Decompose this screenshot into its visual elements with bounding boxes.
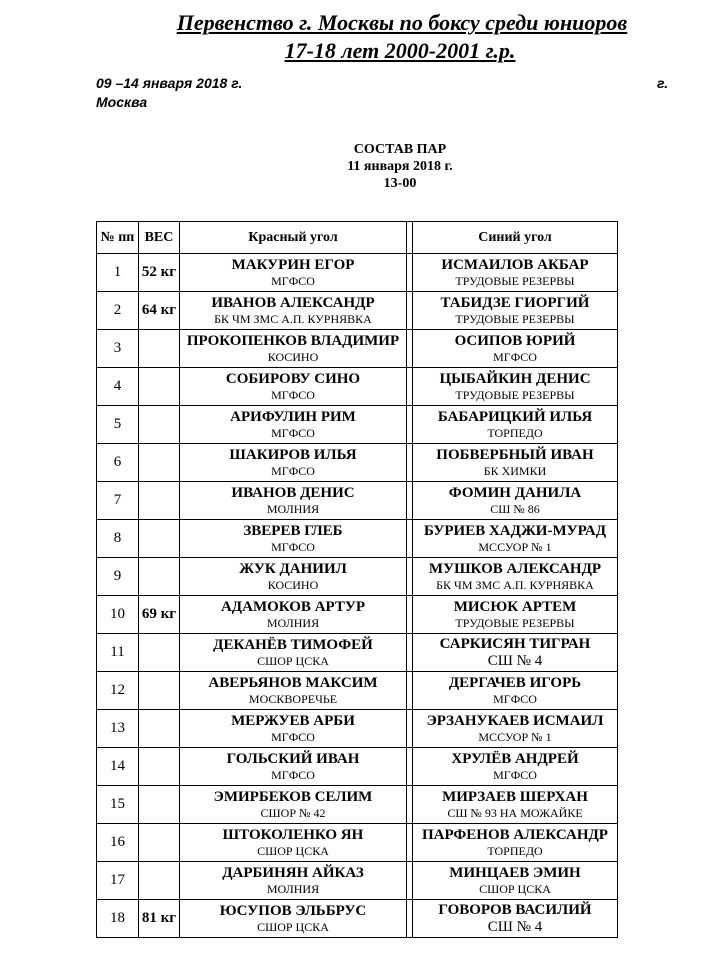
blue-boxer-club: СШ № 86 [490, 502, 540, 516]
pair-number: 2 [97, 292, 139, 330]
blue-corner-cell [413, 862, 618, 900]
table-row [97, 710, 618, 748]
pair-number: 1 [97, 254, 139, 292]
weight-class [139, 444, 180, 482]
pair-number: 11 [97, 634, 139, 672]
red-corner-cell [180, 520, 407, 558]
table-row [97, 672, 618, 710]
weight-class: 81 кг [139, 900, 180, 938]
event-dates: 09 –14 января 2018 г. [96, 75, 243, 91]
weight-class [139, 672, 180, 710]
weight-class [139, 330, 180, 368]
table-row [97, 596, 618, 634]
blue-boxer-club: ТОРПЕДО [487, 844, 543, 858]
table-row [97, 292, 618, 330]
red-corner-cell [180, 634, 407, 672]
red-corner-cell [180, 900, 407, 938]
blue-corner-cell [413, 596, 618, 634]
red-boxer-club: МОСКВОРЕЧЬЕ [248, 692, 338, 706]
weight-class [139, 634, 180, 672]
table-row [97, 558, 618, 596]
weight-class [139, 558, 180, 596]
weight-class: 69 кг [139, 596, 180, 634]
blue-corner-cell [413, 330, 618, 368]
red-boxer-club: МГФСО [271, 768, 315, 782]
blue-corner-cell [413, 520, 618, 558]
table-row [97, 824, 618, 862]
weight-class [139, 824, 180, 862]
red-corner-cell [180, 596, 407, 634]
red-corner-cell [180, 748, 407, 786]
pair-number: 5 [97, 406, 139, 444]
blue-corner-cell [413, 558, 618, 596]
blue-boxer-name: ПОБВЕРБНЫЙ ИВАН [436, 447, 594, 463]
red-boxer-name: ЗВЕРЕВ ГЛЕБ [243, 523, 343, 539]
table-row [97, 406, 618, 444]
blue-boxer-name: БУРИЕВ ХАДЖИ-МУРАД [423, 523, 607, 539]
blue-corner-cell [413, 900, 618, 938]
red-boxer-club: БК ЧМ ЗМС А.П. КУРНЯВКА [214, 312, 372, 326]
table-row [97, 634, 618, 672]
red-boxer-club: МГФСО [271, 540, 315, 554]
table-row [97, 482, 618, 520]
weight-class [139, 786, 180, 824]
section-title: СОСТАВ ПАР [353, 142, 447, 157]
blue-corner-cell [413, 672, 618, 710]
red-boxer-name: ДЕКАНЁВ ТИМОФЕЙ [213, 637, 373, 653]
blue-corner-cell [413, 482, 618, 520]
pair-number: 17 [97, 862, 139, 900]
red-boxer-name: СОБИРОВУ СИНО [225, 371, 361, 387]
blue-corner-cell [413, 824, 618, 862]
blue-boxer-club: ТРУДОВЫЕ РЕЗЕРВЫ [455, 274, 575, 288]
red-corner-cell [180, 330, 407, 368]
blue-corner-cell [413, 444, 618, 482]
red-corner-cell [180, 292, 407, 330]
red-boxer-club: МГФСО [271, 388, 315, 402]
red-boxer-club: МОЛНИЯ [266, 502, 320, 516]
red-boxer-name: ИВАНОВ ДЕНИС [231, 485, 355, 501]
blue-boxer-name: ГОВОРОВ ВАСИЛИЙ [438, 902, 592, 918]
pairs-table [96, 221, 618, 938]
red-boxer-club: СШОР № 42 [260, 806, 326, 820]
blue-boxer-club: МССУОР № 1 [478, 540, 552, 554]
blue-corner-cell [413, 292, 618, 330]
weight-class [139, 710, 180, 748]
blue-corner-cell [413, 406, 618, 444]
blue-boxer-name: ХРУЛЁВ АНДРЕЙ [451, 751, 579, 767]
red-boxer-name: МЕРЖУЕВ АРБИ [231, 713, 355, 729]
pair-number: 13 [97, 710, 139, 748]
blue-boxer-club: ТРУДОВЫЕ РЕЗЕРВЫ [455, 616, 575, 630]
document-title-line2: 17-18 лет 2000-2001 г.р. [284, 38, 516, 63]
red-boxer-name: ПРОКОПЕНКОВ ВЛАДИМИР [186, 333, 400, 349]
document-title-line1: Первенство г. Москвы по боксу среди юниоров [176, 10, 628, 35]
blue-boxer-name: МИНЦАЕВ ЭМИН [449, 865, 581, 881]
blue-corner-cell [413, 748, 618, 786]
column-header-weight: ВЕС [139, 222, 180, 254]
table-row [97, 254, 618, 292]
red-boxer-club: КОСИНО [267, 350, 319, 364]
blue-boxer-name: ПАРФЕНОВ АЛЕКСАНДР [422, 827, 608, 843]
pair-number: 9 [97, 558, 139, 596]
blue-boxer-name: ОСИПОВ ЮРИЙ [454, 333, 576, 349]
red-boxer-club: МГФСО [271, 274, 315, 288]
pair-number: 3 [97, 330, 139, 368]
blue-boxer-name: ИСМАИЛОВ АКБАР [441, 257, 589, 273]
pair-number: 4 [97, 368, 139, 406]
weight-class [139, 748, 180, 786]
weight-class [139, 482, 180, 520]
blue-boxer-name: БАБАРИЦКИЙ ИЛЬЯ [437, 409, 593, 425]
red-boxer-club: КОСИНО [267, 578, 319, 592]
red-boxer-name: ШТОКОЛЕНКО ЯН [222, 827, 364, 843]
blue-boxer-name: МИСЮК АРТЕМ [453, 599, 577, 615]
pair-number: 6 [97, 444, 139, 482]
table-row [97, 748, 618, 786]
weight-class [139, 406, 180, 444]
red-boxer-club: МОЛНИЯ [266, 882, 320, 896]
red-boxer-club: МГФСО [271, 730, 315, 744]
red-boxer-name: ИВАНОВ АЛЕКСАНДР [211, 295, 375, 311]
red-boxer-name: ДАРБИНЯН АЙКАЗ [222, 865, 364, 881]
table-row [97, 444, 618, 482]
blue-boxer-name: МИРЗАЕВ ШЕРХАН [442, 789, 588, 805]
pair-number: 8 [97, 520, 139, 558]
red-corner-cell [180, 254, 407, 292]
red-corner-cell [180, 368, 407, 406]
pair-number: 12 [97, 672, 139, 710]
red-boxer-club: СШОР ЦСКА [257, 844, 329, 858]
red-corner-cell [180, 672, 407, 710]
pairs-table-body [97, 254, 618, 938]
pair-number: 10 [97, 596, 139, 634]
blue-corner-cell [413, 786, 618, 824]
weight-class: 64 кг [139, 292, 180, 330]
red-corner-cell [180, 558, 407, 596]
red-boxer-name: ЭМИРБЕКОВ СЕЛИМ [213, 789, 373, 805]
blue-boxer-name: ЭРЗАНУКАЕВ ИСМАИЛ [426, 713, 604, 729]
blue-corner-cell [413, 634, 618, 672]
blue-boxer-club: ТРУДОВЫЕ РЕЗЕРВЫ [455, 388, 575, 402]
blue-boxer-club: БК ХИМКИ [483, 464, 547, 478]
red-corner-cell [180, 710, 407, 748]
blue-boxer-name: МУШКОВ АЛЕКСАНДР [428, 561, 602, 577]
red-corner-cell [180, 862, 407, 900]
blue-boxer-club: МГФСО [493, 692, 537, 706]
blue-boxer-name: ФОМИН ДАНИЛА [448, 485, 582, 501]
red-boxer-club: МГФСО [271, 426, 315, 440]
red-boxer-name: ШАКИРОВ ИЛЬЯ [229, 447, 357, 463]
blue-corner-cell [413, 368, 618, 406]
column-header-red-corner: Красный угол [180, 222, 407, 254]
red-boxer-name: ЮСУПОВ ЭЛЬБРУС [219, 903, 367, 919]
pair-number: 14 [97, 748, 139, 786]
pair-number: 18 [97, 900, 139, 938]
blue-corner-cell [413, 710, 618, 748]
weight-class [139, 520, 180, 558]
blue-boxer-name: САРКИСЯН ТИГРАН [439, 636, 591, 652]
blue-boxer-club: МГФСО [493, 350, 537, 364]
column-header-blue-corner: Синий угол [413, 222, 618, 254]
blue-boxer-club: ТОРПЕДО [487, 426, 543, 440]
red-boxer-name: МАКУРИН ЕГОР [231, 257, 355, 273]
blue-boxer-club: СШ № 4 [487, 919, 543, 935]
red-corner-cell [180, 406, 407, 444]
table-row [97, 862, 618, 900]
blue-boxer-club: ТРУДОВЫЕ РЕЗЕРВЫ [455, 312, 575, 326]
red-boxer-name: АДАМОКОВ АРТУР [220, 599, 366, 615]
session-time: 13-00 [383, 176, 417, 191]
weight-class [139, 368, 180, 406]
red-corner-cell [180, 444, 407, 482]
blue-boxer-name: ДЕРГАЧЕВ ИГОРЬ [448, 675, 582, 691]
weight-class: 52 кг [139, 254, 180, 292]
blue-boxer-name: ТАБИДЗЕ ГИОРГИЙ [440, 295, 590, 311]
column-header-num: № пп [97, 222, 139, 254]
pair-number: 7 [97, 482, 139, 520]
red-corner-cell [180, 824, 407, 862]
table-row [97, 786, 618, 824]
red-boxer-club: МОЛНИЯ [266, 616, 320, 630]
blue-boxer-club: СШОР ЦСКА [479, 882, 551, 896]
red-boxer-club: СШОР ЦСКА [257, 920, 329, 934]
table-row [97, 520, 618, 558]
city-prefix: г. [657, 75, 669, 91]
red-boxer-club: МГФСО [271, 464, 315, 478]
weight-class [139, 862, 180, 900]
red-boxer-name: АРИФУЛИН РИМ [230, 409, 356, 425]
table-row [97, 368, 618, 406]
pair-number: 15 [97, 786, 139, 824]
blue-boxer-club: СШ № 4 [487, 653, 543, 669]
table-header-row [97, 222, 618, 254]
blue-boxer-club: СШ № 93 НА МОЖАЙКЕ [447, 806, 583, 820]
table-row [97, 900, 618, 938]
red-boxer-name: АВЕРЬЯНОВ МАКСИМ [208, 675, 378, 691]
blue-boxer-club: МГФСО [493, 768, 537, 782]
event-city: Москва [96, 94, 148, 110]
red-corner-cell [180, 482, 407, 520]
table-row [97, 330, 618, 368]
blue-boxer-club: БК ЧМ ЗМС А.П. КУРНЯВКА [436, 578, 594, 592]
red-boxer-name: ГОЛЬСКИЙ ИВАН [226, 751, 360, 767]
pair-number: 16 [97, 824, 139, 862]
red-corner-cell [180, 786, 407, 824]
blue-boxer-club: МССУОР № 1 [478, 730, 552, 744]
session-date: 11 января 2018 г. [347, 159, 453, 174]
blue-boxer-name: ЦЫБАЙКИН ДЕНИС [439, 371, 591, 387]
blue-corner-cell [413, 254, 618, 292]
red-boxer-club: СШОР ЦСКА [257, 654, 329, 668]
red-boxer-name: ЖУК ДАНИИЛ [239, 561, 347, 577]
